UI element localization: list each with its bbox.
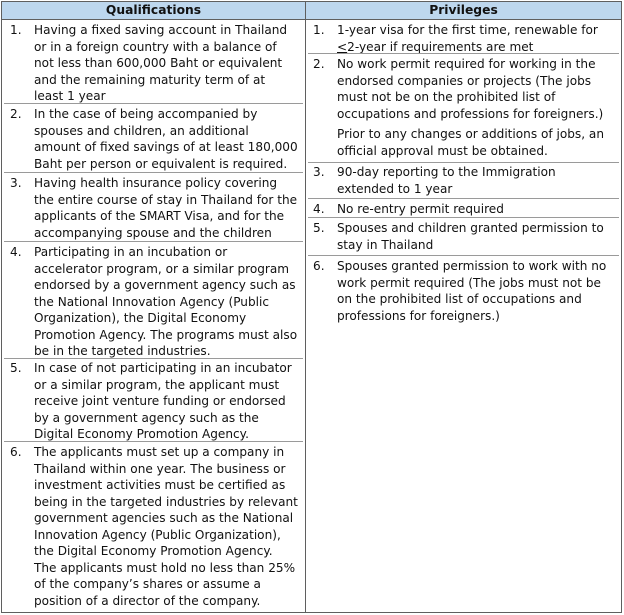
item-note: Prior to any changes or additions of jobs, an official approval must be obtained. xyxy=(337,127,604,158)
table-header xyxy=(2,2,621,20)
item-number: 3. xyxy=(10,176,22,190)
item-number: 1. xyxy=(313,23,325,37)
item-text: The applicants must set up a company in Thailand within one year. The business or investment activities must be certified as being in the targeted industries by relevant government agencies such as the National Innovation Agency (Public Organization), the Digital Economy Promotion Agency. The applicants must hold no less than 25% of the company’s shares or assume a position of a director of the company. xyxy=(34,445,298,608)
privilege-item xyxy=(313,201,613,218)
item-text: Spouses granted permission to work with no work permit required (The jobs must not be on the prohibited list of occupations and professions for foreigners.) xyxy=(337,259,607,323)
privileges-header: Privileges xyxy=(429,3,498,17)
visa-requirements-table xyxy=(1,1,622,613)
qualification-item xyxy=(10,360,298,443)
row-divider xyxy=(308,162,619,163)
qualifications-header: Qualifications xyxy=(105,3,202,17)
item-number: 4. xyxy=(10,245,22,259)
qualification-item xyxy=(10,444,298,609)
item-number: 2. xyxy=(10,107,22,121)
privilege-item xyxy=(313,164,613,197)
qualification-item xyxy=(10,175,298,241)
row-divider xyxy=(4,172,303,173)
item-text xyxy=(337,22,613,55)
item-number: 3. xyxy=(313,165,325,179)
privilege-item xyxy=(313,220,613,253)
item-text: In case of not participating in an incubator or a similar program, the applicant must receive joint venture funding or endorsed by a government agency such as the Digital Economy Promotion Agency. xyxy=(34,361,292,442)
item-text: In the case of being accompanied by spouses and children, an additional amount of fixed savings of at least 180,000 Baht per person or equivalent is required. xyxy=(34,107,298,171)
row-divider xyxy=(308,198,619,199)
item-number: 5. xyxy=(313,221,325,235)
row-divider xyxy=(308,53,619,54)
item-text: Having a fixed saving account in Thailand or in a foreign country with a balance of not less than 600,000 Baht or equivalent and the remaining maturity term of at least 1 year xyxy=(34,23,288,104)
item-text: No work permit required for working in the endorsed companies or projects (The jobs must not be on the prohibited list of occupations and professions for foreigners.) xyxy=(337,57,604,121)
privilege-item xyxy=(313,258,613,324)
item-number: 6. xyxy=(10,445,22,459)
row-divider xyxy=(4,103,303,104)
column-divider xyxy=(305,2,306,612)
item-text: No re-entry permit required xyxy=(337,202,504,216)
item-text: Having health insurance policy covering the entire course of stay in Thailand for the applicants of the SMART Visa, and for the accompanying spouse and the children xyxy=(34,176,298,240)
row-divider xyxy=(308,255,619,256)
row-divider xyxy=(308,217,619,218)
less-equal-sign: < xyxy=(337,39,348,54)
row-divider xyxy=(4,358,303,359)
item-text: Participating in an incubation or accelerator program, or a similar program endorsed by a government agency such as the National Innovation Agency (Public Organization), the Digital Economy Promotion Agency. The programs must also be in the targeted industries. xyxy=(34,245,298,359)
qualification-item xyxy=(10,106,298,172)
item-number: 2. xyxy=(313,57,325,71)
item-number: 1. xyxy=(10,23,22,37)
row-divider xyxy=(4,441,303,442)
item-text-part: 1-year visa for the first time, renewable for xyxy=(337,23,598,37)
item-text: 90-day reporting to the Immigration extended to 1 year xyxy=(337,165,556,196)
privilege-item xyxy=(313,56,613,122)
item-number: 6. xyxy=(313,259,325,273)
item-number: 4. xyxy=(313,202,325,216)
item-number: 5. xyxy=(10,361,22,375)
privilege-item xyxy=(313,22,613,55)
item-text-part: 2-year if requirements are met xyxy=(347,39,534,54)
row-divider xyxy=(4,241,303,242)
qualification-item xyxy=(10,244,298,360)
item-text: Spouses and children granted permission to stay in Thailand xyxy=(337,221,604,252)
qualification-item xyxy=(10,22,298,105)
